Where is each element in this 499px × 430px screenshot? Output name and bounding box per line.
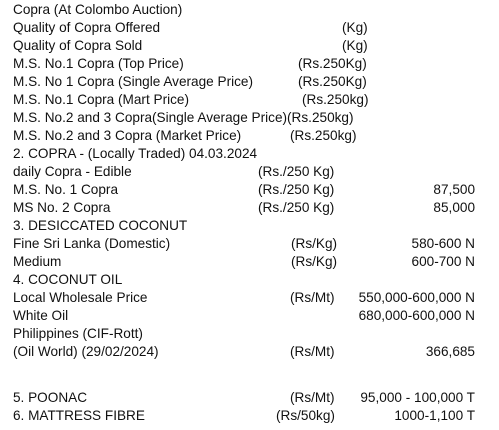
section-heading-desiccated-coconut	[0, 217, 499, 235]
row-ms23-market-price	[0, 127, 499, 145]
row-ms1-mart-price	[0, 91, 499, 109]
row-unit: (Rs/Mt)	[290, 344, 335, 359]
row-label: White Oil	[13, 308, 69, 323]
row-unit: (Rs/Mt)	[290, 290, 335, 305]
row-unit: (Rs./250 Kg)	[258, 200, 335, 215]
row-unit: (Rs.250kg)	[302, 92, 369, 107]
row-white-oil	[0, 307, 499, 325]
row-mattress-fibre	[0, 407, 499, 425]
row-quality-sold	[0, 37, 499, 55]
row-label: Copra (At Colombo Auction)	[13, 2, 183, 17]
row-value: 1000-1,100 T	[394, 408, 475, 423]
row-daily-copra-edible	[0, 163, 499, 181]
row-label: Local Wholesale Price	[13, 290, 148, 305]
row-label: M.S. No. 1 Copra	[13, 182, 119, 197]
row-fine-sri-lanka	[0, 235, 499, 253]
row-unit: (Rs/50kg)	[276, 408, 335, 423]
row-label: M.S. No.2 and 3 Copra (Market Price)	[13, 128, 242, 143]
row-label: Medium	[13, 254, 62, 269]
row-quality-offered	[0, 19, 499, 37]
row-copra-colombo-auction	[0, 1, 499, 19]
row-unit: (Rs/Kg)	[291, 236, 338, 251]
row-unit: (Rs./250 Kg)	[258, 182, 335, 197]
row-value: 87,500	[433, 182, 475, 197]
row-unit: (Rs.250Kg)	[298, 56, 367, 71]
row-philippines-cif	[0, 325, 499, 343]
row-label: MS No. 2 Copra	[13, 200, 111, 215]
row-value: 366,685	[425, 344, 475, 359]
row-value: 550,000-600,000 N	[358, 290, 475, 305]
row-unit: (Rs/Kg)	[291, 254, 338, 269]
row-label: Philippines (CIF-Rott)	[13, 326, 143, 341]
section-heading: 3. DESICCATED COCONUT	[13, 218, 188, 233]
section-heading-coconut-oil	[0, 271, 499, 289]
row-label: M.S. No.1 Copra (Mart Price)	[13, 92, 190, 107]
row-ms1-copra	[0, 181, 499, 199]
row-label: (Oil World) (29/02/2024)	[13, 344, 159, 359]
row-unit: (Kg)	[342, 38, 368, 53]
row-oil-world	[0, 343, 499, 361]
row-label: daily Copra - Edible	[13, 164, 132, 179]
row-ms2-copra	[0, 199, 499, 217]
row-value: 680,000-600,000 N	[358, 308, 475, 323]
row-unit: (Rs./250 Kg)	[258, 164, 335, 179]
section-heading: 5. POONAC	[13, 390, 88, 405]
row-unit: (Rs/Mt)	[290, 390, 335, 405]
row-label: M.S. No 1 Copra (Single Average Price)	[13, 74, 254, 89]
row-unit: (Rs.250kg)	[290, 128, 357, 143]
row-poonac	[0, 389, 499, 407]
row-unit: (Kg)	[342, 20, 368, 35]
row-value: 85,000	[433, 200, 475, 215]
row-medium	[0, 253, 499, 271]
row-value: 600-700 N	[411, 254, 475, 269]
section-heading: 4. COCONUT OIL	[13, 272, 123, 287]
section-heading-copra-local	[0, 145, 499, 163]
section-heading: 2. COPRA - (Locally Traded) 04.03.2024	[13, 146, 258, 161]
row-value: 580-600 N	[411, 236, 475, 251]
row-label: M.S. No.2 and 3 Copra(Single Average Price)(Rs.250kg)	[13, 110, 354, 125]
row-unit: (Rs.250Kg)	[298, 74, 367, 89]
row-ms1-single-average	[0, 73, 499, 91]
row-ms23-single-average	[0, 109, 499, 127]
row-label: Quality of Copra Sold	[13, 38, 143, 53]
row-ms1-top-price	[0, 55, 499, 73]
row-value: 95,000 - 100,000 T	[360, 390, 475, 405]
row-local-wholesale-price	[0, 289, 499, 307]
row-label: Fine Sri Lanka (Domestic)	[13, 236, 171, 251]
row-label: Quality of Copra Offered	[13, 20, 161, 35]
section-heading: 6. MATTRESS FIBRE	[13, 408, 145, 423]
row-label: M.S. No.1 Copra (Top Price)	[13, 56, 184, 71]
